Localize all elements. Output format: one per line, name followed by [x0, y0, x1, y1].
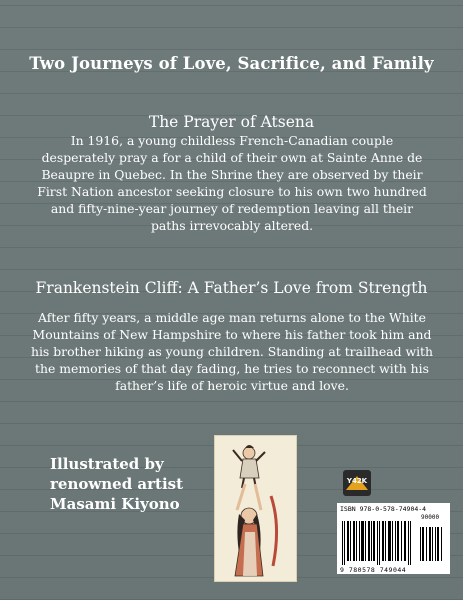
- barcode-bars: [340, 513, 447, 565]
- isbn-barcode: [337, 503, 450, 574]
- credit-line-2: renowned artist: [50, 475, 184, 493]
- ean-digits: 9 780578 749044: [340, 566, 407, 574]
- illustration-drawing: [215, 436, 296, 581]
- credit-line-3: Masami Kiyono: [50, 495, 180, 513]
- story1-description: In 1916, a young childless French-Canadian couple desperately pray a for a child of their own at Sainte Anne de Beaupre in Quebec. In the Shrine they are observed by their First Nation ancestor seeking closure to his own two hundred and fifty-nine-year journey of redemption leaving all their paths irrevocably altered.: [37, 133, 427, 233]
- book-title: Two Journeys of Love, Sacrifice, and Family: [29, 54, 434, 73]
- story2-description: After fifty years, a middle age man returns alone to the White Mountains of New Hampshire to where his father took him and his brother hiking as young children. Standing at trailhead with the memories of that day fading, he tries to reconnect with his father’s life of heroic virtue and love.: [30, 310, 434, 393]
- story1-heading: The Prayer of Atsena: [148, 113, 315, 131]
- publisher-logo: [343, 470, 371, 496]
- isbn-number: ISBN 978-0-578-74904-4: [340, 505, 427, 513]
- isbn-addon: 90000: [421, 514, 440, 521]
- credit-line-1: Illustrated by: [50, 455, 164, 473]
- illustration-father-and-child: [214, 435, 297, 582]
- publisher-logo-text: Y42K: [346, 477, 368, 485]
- illustrator-credit: [50, 454, 200, 514]
- story2-heading: Frankenstein Cliff: A Father’s Love from Strength: [35, 279, 428, 297]
